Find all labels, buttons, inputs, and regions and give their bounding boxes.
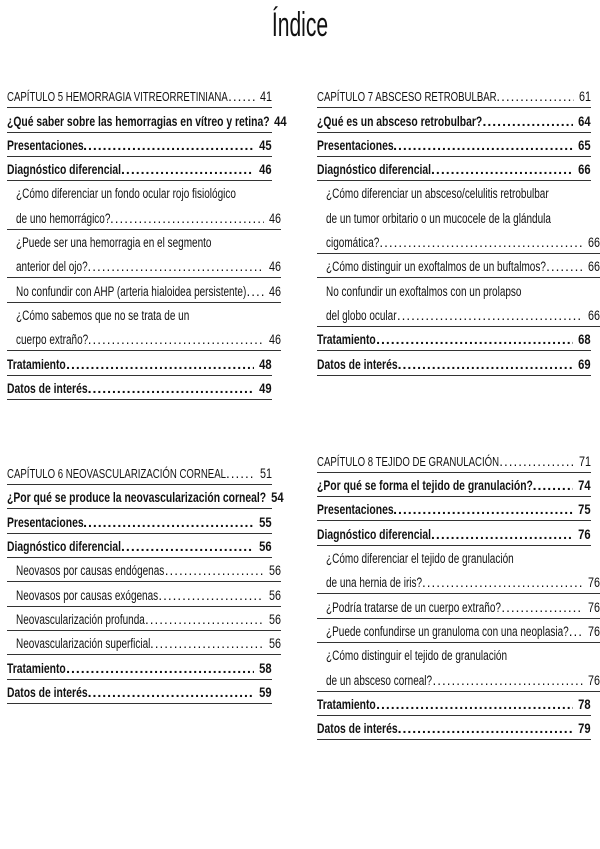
toc-page-number: 75 — [578, 501, 591, 518]
toc-entry-label: Neovasos por causas endógenas — [16, 563, 165, 579]
toc-entry — [317, 715, 591, 740]
toc-entry — [317, 350, 591, 375]
toc-entry-label: No confundir un exoftalmos con un prolapso — [326, 283, 522, 299]
toc-leader-dots — [145, 610, 264, 629]
toc-page-number: 65 — [578, 136, 591, 153]
toc-entry — [7, 630, 281, 655]
toc-entry-label: Presentaciones — [317, 136, 394, 153]
toc-entry — [317, 496, 591, 521]
toc-page-number: 76 — [587, 623, 600, 639]
toc-page-number: 45 — [259, 136, 272, 153]
toc-leader-dots — [228, 87, 255, 106]
toc-entry-label: Presentaciones — [7, 513, 84, 530]
toc-page-number: 56 — [268, 563, 281, 579]
toc-page-number: 44 — [274, 112, 287, 129]
toc-entry — [7, 132, 272, 157]
toc-entry-label: de uno hemorrágico? — [16, 210, 111, 226]
toc-entry — [317, 180, 600, 204]
toc-entry-label: anterior del ojo? — [16, 259, 88, 275]
toc-entry-label: Diagnóstico diferencial — [317, 161, 431, 178]
toc-page-number: 56 — [268, 587, 281, 603]
toc-chapter-heading — [317, 83, 591, 108]
toc-entry — [7, 253, 281, 278]
toc-entry-label: ¿Cómo diferenciar un absceso/celulitis retrobulbar — [326, 186, 549, 202]
toc-entry — [7, 229, 281, 253]
toc-entry — [7, 350, 272, 375]
toc-entry — [7, 581, 281, 606]
toc-page-number: 49 — [259, 379, 272, 396]
toc-leader-dots — [121, 537, 254, 556]
toc-leader-dots — [66, 659, 254, 678]
toc-entry — [7, 277, 281, 302]
toc-leader-dots — [121, 160, 254, 179]
toc-entry-label: CAPÍTULO 6 NEOVASCULARIZACIÓN CORNEAL — [7, 466, 226, 482]
toc-entry-label: ¿Cómo sabemos que no se trata de un — [16, 307, 190, 323]
toc-entry-label: Datos de interés — [317, 720, 398, 737]
toc-entry-label: Datos de interés — [317, 355, 398, 372]
toc-entry — [317, 545, 600, 569]
toc-entry-label: ¿Puede ser una hemorragia en el segmento — [16, 235, 212, 251]
toc-entry-label: ¿Qué saber sobre las hemorragias en vítreo y retina? — [7, 112, 270, 129]
toc-leader-dots — [110, 209, 264, 228]
toc-entry — [317, 521, 591, 546]
toc-entry — [7, 484, 284, 509]
toc-leader-dots — [483, 112, 574, 131]
toc-page-number: 78 — [578, 695, 591, 712]
toc-leader-dots — [499, 452, 574, 471]
toc-page-number: 71 — [578, 453, 591, 469]
toc-leader-dots — [431, 160, 573, 179]
page-title: Índice — [271, 6, 329, 44]
toc-entry — [7, 557, 281, 582]
toc-entry — [317, 229, 600, 254]
toc-page-number: 46 — [268, 332, 281, 348]
toc-page-number: 66 — [587, 259, 600, 275]
toc-entry — [317, 156, 591, 181]
toc-entry-label: Neovascularización superficial — [16, 636, 151, 652]
toc-entry — [317, 666, 600, 691]
toc-page-number: 68 — [578, 331, 591, 348]
toc-entry — [317, 107, 591, 132]
toc-leader-dots — [398, 355, 574, 374]
toc-entry-label: del globo ocular — [326, 307, 397, 323]
toc-leader-dots — [83, 513, 254, 532]
toc-entry — [317, 326, 591, 351]
toc-leader-dots — [376, 695, 573, 714]
toc-page-number: 51 — [259, 466, 272, 482]
toc-page-number: 76 — [587, 575, 600, 591]
toc-entry-label: cuerpo extraño? — [16, 332, 89, 348]
toc-page-number: 56 — [268, 611, 281, 627]
toc-entry-label: ¿Cómo distinguir un exoftalmos de un buftalmos? — [326, 259, 546, 275]
toc-page-number: 56 — [259, 538, 272, 555]
toc-entry-label: Datos de interés — [7, 379, 88, 396]
toc-entry-label: ¿Cómo distinguir el tejido de granulación — [326, 648, 508, 664]
toc-page-number: 69 — [578, 355, 591, 372]
toc-entry-label: Tratamiento — [7, 659, 66, 676]
toc-entry-label: Neovascularización profunda — [16, 611, 145, 627]
toc-page-number: 76 — [578, 525, 591, 542]
toc-entry — [317, 277, 600, 301]
toc-entry — [7, 326, 281, 351]
toc-leader-dots — [66, 355, 254, 374]
toc-page-number: 61 — [578, 89, 591, 105]
toc-leader-dots — [88, 330, 264, 349]
toc-entry — [7, 654, 272, 679]
toc-entry-label: Tratamiento — [7, 355, 66, 372]
toc-entry-label: de un absceso corneal? — [326, 672, 433, 688]
toc-leader-dots — [88, 683, 255, 702]
toc-entry — [317, 642, 600, 666]
toc-page-number: 55 — [259, 513, 272, 530]
toc-leader-dots — [165, 561, 264, 580]
toc-page-number: 76 — [587, 599, 600, 615]
toc-entry — [7, 205, 281, 230]
toc-entry — [317, 132, 591, 157]
toc-leader-dots — [393, 500, 573, 519]
toc-leader-dots — [226, 464, 255, 483]
toc-entry-label: ¿Qué es un absceso retrobulbar? — [317, 112, 483, 129]
toc-entry — [7, 107, 287, 132]
toc-leader-dots — [569, 622, 583, 641]
toc-entry — [317, 472, 591, 497]
toc-entry-label: Tratamiento — [317, 695, 376, 712]
toc-entry — [7, 302, 281, 326]
toc-leader-dots — [379, 233, 583, 252]
toc-page-number: 66 — [578, 161, 591, 178]
toc-page-number: 58 — [259, 659, 272, 676]
toc-entry — [317, 618, 600, 643]
toc-leader-dots — [83, 136, 254, 155]
toc-entry-label: ¿Puede confundirse un granuloma con una neoplasia? — [326, 623, 569, 639]
toc-entry-label: Diagnóstico diferencial — [7, 538, 121, 555]
toc-leader-dots — [87, 257, 263, 276]
toc-chapter-heading — [7, 460, 272, 485]
toc-entry-label: de un tumor orbitario o un mucocele de la glándula — [326, 210, 551, 226]
toc-entry-label: No confundir con AHP (arteria hialoidea persistente) — [16, 283, 247, 299]
toc-page-number: 66 — [587, 307, 600, 323]
toc-entry — [317, 593, 600, 618]
toc-leader-dots — [398, 719, 574, 738]
toc-leader-dots — [158, 586, 264, 605]
toc-entry-label: CAPÍTULO 5 HEMORRAGIA VITREORRETINIANA — [7, 89, 228, 105]
toc-entry-label: Presentaciones — [7, 136, 84, 153]
toc-entry — [7, 606, 281, 631]
toc-page-number: 46 — [268, 259, 281, 275]
toc-page-number: 56 — [268, 636, 281, 652]
toc-entry — [317, 205, 600, 229]
toc-leader-dots — [546, 257, 583, 276]
toc-page-number: 59 — [259, 683, 272, 700]
toc-entry — [7, 679, 272, 704]
toc-leader-dots — [376, 330, 573, 349]
toc-page-number: 54 — [271, 489, 284, 506]
toc-chapter-heading — [7, 83, 272, 108]
toc-page-number: 46 — [268, 210, 281, 226]
toc-entry-label: Diagnóstico diferencial — [7, 161, 121, 178]
toc-entry — [317, 302, 600, 327]
toc-leader-dots — [88, 379, 255, 398]
toc-leader-dots — [393, 136, 573, 155]
toc-page-number: 41 — [259, 89, 272, 105]
toc-entry — [317, 253, 600, 278]
toc-page-number: 66 — [587, 235, 600, 251]
toc-leader-dots — [150, 634, 264, 653]
toc-leader-dots — [431, 525, 573, 544]
toc-entry-label: CAPÍTULO 7 ABSCESO RETROBULBAR — [317, 89, 497, 105]
toc-entry-label: ¿Por qué se forma el tejido de granulación? — [317, 477, 533, 494]
toc-page-number: 79 — [578, 720, 591, 737]
toc-entry — [317, 569, 600, 594]
toc-page-number: 76 — [587, 672, 600, 688]
toc-chapter-heading — [317, 448, 591, 473]
toc-entry-label: ¿Cómo diferenciar un fondo ocular rojo fisiológico — [16, 186, 236, 202]
toc-leader-dots — [432, 671, 583, 690]
toc-entry — [7, 156, 272, 181]
toc-page-number: 74 — [578, 477, 591, 494]
toc-entry — [7, 509, 272, 534]
toc-entry-label: ¿Cómo diferenciar el tejido de granulación — [326, 551, 514, 567]
toc-leader-dots — [496, 87, 574, 106]
toc-entry-label: CAPÍTULO 8 TEJIDO DE GRANULACIÓN — [317, 453, 500, 469]
toc-leader-dots — [246, 282, 264, 301]
toc-entry — [7, 180, 281, 204]
toc-entry-label: Datos de interés — [7, 683, 88, 700]
toc-entry — [317, 691, 591, 716]
toc-entry-label: Tratamiento — [317, 331, 376, 348]
toc-entry-label: de una hernia de iris? — [326, 575, 423, 591]
toc-entry — [7, 533, 272, 558]
toc-page-number: 48 — [259, 355, 272, 372]
toc-leader-dots — [397, 306, 583, 325]
toc-entry-label: Presentaciones — [317, 501, 394, 518]
toc-page-number: 46 — [268, 283, 281, 299]
toc-entry-label: cigomática? — [326, 235, 380, 251]
toc-leader-dots — [533, 476, 574, 495]
toc-entry-label: Neovasos por causas exógenas — [16, 587, 159, 603]
toc-page-number: 64 — [578, 112, 591, 129]
toc-entry — [7, 375, 272, 400]
toc-page-number: 46 — [259, 161, 272, 178]
toc-leader-dots — [501, 598, 583, 617]
toc-entry-label: ¿Podría tratarse de un cuerpo extraño? — [326, 599, 501, 615]
toc-leader-dots — [422, 573, 583, 592]
toc-entry-label: Diagnóstico diferencial — [317, 525, 431, 542]
toc-entry-label: ¿Por qué se produce la neovascularización corneal? — [7, 489, 267, 506]
